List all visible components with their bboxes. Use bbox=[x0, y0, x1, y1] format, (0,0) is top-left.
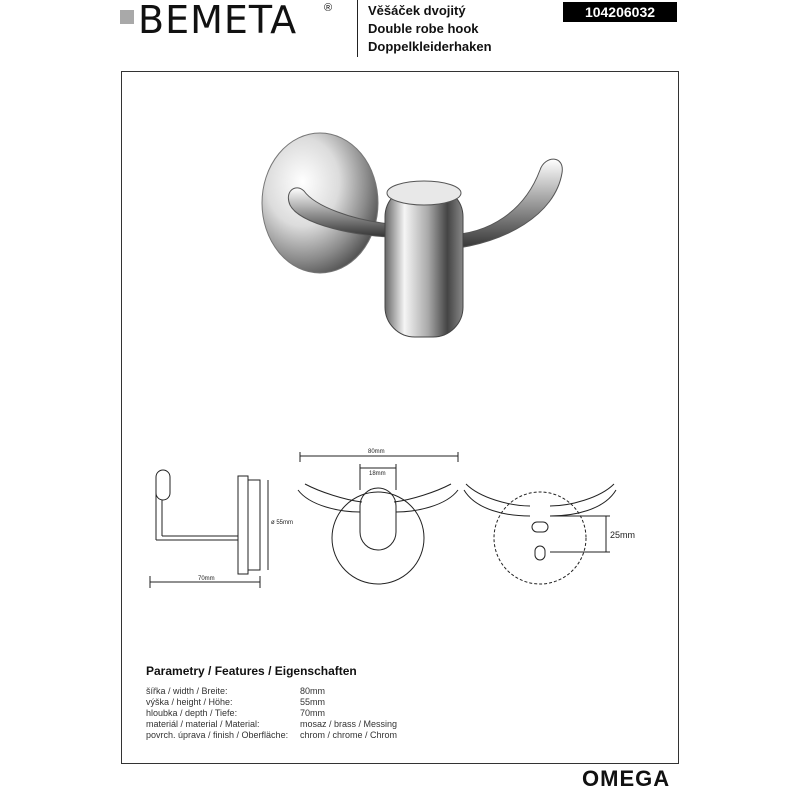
back-view-drawing bbox=[464, 484, 616, 584]
technical-drawings bbox=[140, 440, 640, 600]
product-code-badge: 104206032 bbox=[563, 2, 677, 22]
param-label: povrch. úprava / finish / Oberfläche: bbox=[146, 730, 289, 740]
param-label: šířka / width / Breite: bbox=[146, 686, 228, 696]
hook-cap bbox=[387, 181, 461, 205]
param-label: hloubka / depth / Tiefe: bbox=[146, 708, 238, 718]
product-titles bbox=[368, 2, 492, 56]
param-row bbox=[146, 719, 397, 730]
param-label: výška / height / Höhe: bbox=[146, 697, 233, 707]
param-row bbox=[146, 697, 397, 708]
side-width-label: 70mm bbox=[198, 576, 215, 582]
hook-body bbox=[385, 187, 463, 337]
wall-plate bbox=[262, 133, 378, 273]
title-english: Double robe hook bbox=[368, 21, 479, 36]
parameters-table bbox=[146, 686, 397, 741]
param-value: 55mm bbox=[300, 697, 326, 707]
back-spacing-label: 25mm bbox=[610, 530, 636, 540]
param-row bbox=[146, 730, 397, 741]
side-diameter-label: ø 55mm bbox=[271, 520, 294, 526]
parameters-heading: Parametry / Features / Eigenschaften bbox=[146, 664, 357, 678]
product-name: OMEGA bbox=[582, 766, 671, 791]
param-label: materiál / material / Material: bbox=[146, 719, 260, 729]
param-value: 80mm bbox=[300, 686, 326, 696]
logo-square bbox=[120, 10, 134, 24]
side-view-drawing bbox=[150, 470, 268, 588]
registered-mark: ® bbox=[324, 2, 333, 14]
param-row bbox=[146, 686, 397, 697]
param-value: chrom / chrome / Chrom bbox=[300, 730, 398, 740]
brand-logo: BEMETA bbox=[138, 0, 298, 42]
title-czech: Věšáček dvojitý bbox=[368, 3, 466, 18]
header-divider bbox=[357, 0, 358, 57]
param-value: mosaz / brass / Messing bbox=[300, 719, 398, 729]
front-width-label: 80mm bbox=[368, 449, 385, 455]
title-german: Doppelkleiderhaken bbox=[368, 39, 492, 54]
param-value: 70mm bbox=[300, 708, 326, 718]
param-row bbox=[146, 708, 397, 719]
front-hook-label: 18mm bbox=[369, 471, 386, 477]
product-photo bbox=[240, 125, 580, 345]
